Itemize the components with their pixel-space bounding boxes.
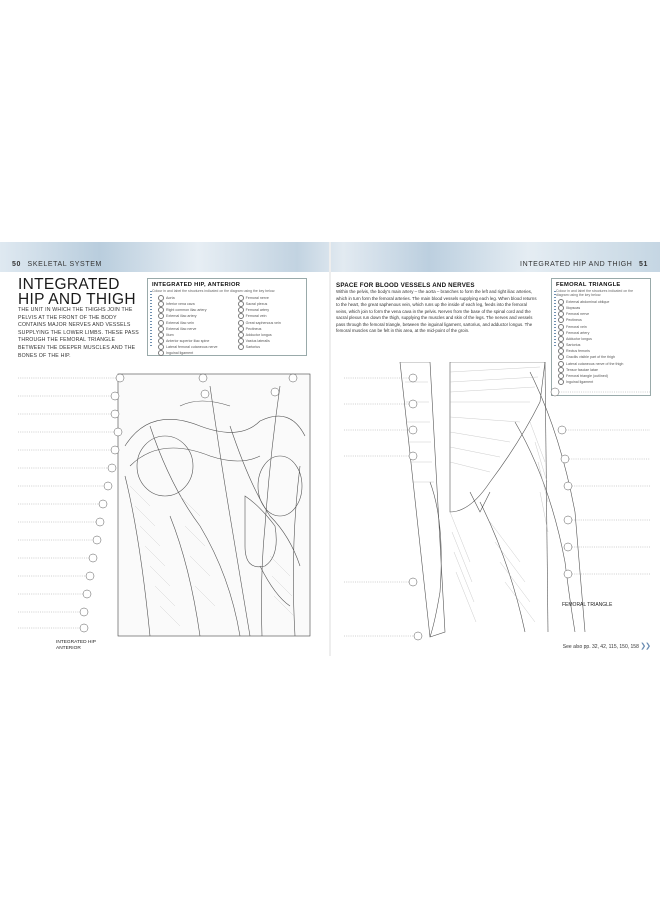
hip-illustration-caption	[56, 640, 96, 652]
hip-key-column-1	[154, 295, 234, 357]
see-also-reference	[563, 642, 650, 650]
key-list-item: Gracilis visible part of the thigh	[558, 354, 646, 360]
number-circle-icon	[558, 299, 564, 305]
number-circle-icon	[238, 295, 244, 301]
intro-text: THE UNIT IN WHICH THE THIGHS JOIN THE PELVIS AT THE FRONT OF THE BODY CONTAINS MAJOR NERVES AND VESSELS SUPPLYING THE LOWER LIMBS. THESE PASS THROUGH THE FEMORAL TRIANGLE BETWEEN THE DEEPER MUSCLES AND THE BONES OF THE HIP.	[18, 307, 139, 359]
caption-line-1: INTEGRATED HIP	[56, 640, 96, 645]
key-list-item: Lateral cutaneous nerve of the thigh	[558, 361, 646, 367]
number-circle-icon	[238, 313, 244, 319]
number-circle-icon	[158, 350, 164, 356]
key-list-item: Ilium	[158, 332, 230, 338]
key-list-item: Adductor longus	[238, 332, 302, 338]
title-line-1: INTEGRATED	[18, 276, 120, 293]
number-circle-icon	[158, 313, 164, 319]
key-list-item: External iliac artery	[158, 313, 230, 319]
section-body-text: Within the pelvis, the body's main artery – the aorta – branches to form the left and right iliac arteries, which in turn form the femoral arteries. The main blood vessels supplying each leg. When blood returns to the heart, the great saphenous vein, which runs up the inside of each leg, feeds into the femoral veins, which join to form the vena cava in the pelvis. Nerves from the base of the spinal cord and the sacral plexus run down the thigh, supplying the muscles and skin of the legs. The nerves and vessels pass through the femoral triangle, between the inguinal ligament, sartorius, and adductor longus. The femoral muscles can be felt in this area, at the mid-point of the groin.	[336, 289, 537, 333]
key-list-item: Femoral vein	[238, 313, 302, 319]
key-list-item: Great saphenous vein	[238, 320, 302, 326]
right-page-number: 51	[639, 261, 648, 268]
number-circle-icon	[158, 344, 164, 350]
number-circle-icon	[238, 320, 244, 326]
number-circle-icon	[158, 301, 164, 307]
hip-key-column-2	[234, 295, 306, 357]
key-list-item: Femoral triangle (outlined)	[558, 373, 646, 379]
number-circle-icon	[558, 342, 564, 348]
left-section-title: SKELETAL SYSTEM	[27, 261, 102, 268]
number-circle-icon	[558, 348, 564, 354]
number-circle-icon	[158, 326, 164, 332]
number-circle-icon	[238, 338, 244, 344]
hip-key-subtitle: Colour in and label the structures indicated on the diagram using the key below.	[152, 289, 276, 293]
key-list-item: Lateral femoral cutaneous nerve	[158, 344, 230, 350]
key-list-item: Femoral nerve	[558, 311, 646, 317]
key-list-item: Adductor longus	[558, 336, 646, 342]
key-list-item: Femoral nerve	[238, 295, 302, 301]
hip-illustration	[0, 366, 320, 656]
hip-key-panel	[147, 278, 307, 356]
hip-key-title: INTEGRATED HIP, ANTERIOR	[152, 282, 241, 288]
number-circle-icon	[238, 332, 244, 338]
key-list-item: Sartorius	[558, 342, 646, 348]
number-circle-icon	[158, 320, 164, 326]
left-page-number: 50	[12, 261, 21, 268]
number-circle-icon	[558, 324, 564, 330]
number-circle-icon	[238, 301, 244, 307]
number-circle-icon	[158, 307, 164, 313]
number-circle-icon	[558, 354, 564, 360]
caption-line-2: ANTERIOR	[56, 646, 81, 651]
key-list-item: Inguinal ligament	[158, 350, 230, 356]
number-circle-icon	[238, 344, 244, 350]
femoral-key-title: FEMORAL TRIANGLE	[556, 282, 621, 288]
key-list-item: External iliac vein	[158, 320, 230, 326]
key-list-item: Right common iliac artery	[158, 307, 230, 313]
key-list-item: Tensor fasciae latae	[558, 367, 646, 373]
key-list-item: Aorta	[158, 295, 230, 301]
key-list-item: Anterior superior iliac spine	[158, 338, 230, 344]
panel-dots-right	[554, 291, 556, 347]
key-list-item: External abdominal oblique	[558, 299, 646, 305]
running-header-right	[520, 261, 652, 268]
number-circle-icon	[558, 330, 564, 336]
book-spread	[0, 242, 660, 656]
number-circle-icon	[558, 317, 564, 323]
femoral-illustration	[330, 362, 660, 642]
number-circle-icon	[238, 326, 244, 332]
key-list-item: External iliac nerve	[158, 326, 230, 332]
femoral-key-subtitle: Colour in and label the structures indicated on the diagram using the key below.	[556, 289, 634, 297]
femoral-illustration-caption: FEMORAL TRIANGLE	[562, 602, 613, 608]
key-list-item: Sacral plexus	[238, 301, 302, 307]
panel-dots	[150, 291, 152, 347]
key-list-item: Femoral vein	[558, 324, 646, 330]
key-list-item: Vastus lateralis	[238, 338, 302, 344]
key-list-item: Pectineus	[558, 317, 646, 323]
section-heading: SPACE FOR BLOOD VESSELS AND NERVES	[336, 282, 475, 289]
number-circle-icon	[558, 311, 564, 317]
key-list-item: Inferior vena cava	[158, 301, 230, 307]
number-circle-icon	[158, 338, 164, 344]
see-also-text: See also pp. 32, 42, 115, 150, 158	[562, 644, 639, 650]
number-circle-icon	[238, 307, 244, 313]
key-list-item: Femoral artery	[558, 330, 646, 336]
title-line-2: HIP AND THIGH	[18, 291, 136, 308]
running-header-left	[8, 261, 102, 268]
key-list-item: Femoral artery	[238, 307, 302, 313]
number-circle-icon	[158, 295, 164, 301]
right-section-title: INTEGRATED HIP AND THIGH	[520, 261, 633, 268]
number-circle-icon	[158, 332, 164, 338]
key-list-item: Iliopsoas	[558, 305, 646, 311]
page-title	[18, 277, 136, 307]
key-list-item: Inguinal ligament	[558, 379, 646, 385]
number-circle-icon	[558, 336, 564, 342]
double-chevron-right-icon: ❯❯	[640, 643, 650, 650]
key-list-item: Pectineus	[238, 326, 302, 332]
key-list-item: Sartorius	[238, 344, 302, 350]
key-list-item: Rectus femoris	[558, 348, 646, 354]
number-circle-icon	[558, 305, 564, 311]
